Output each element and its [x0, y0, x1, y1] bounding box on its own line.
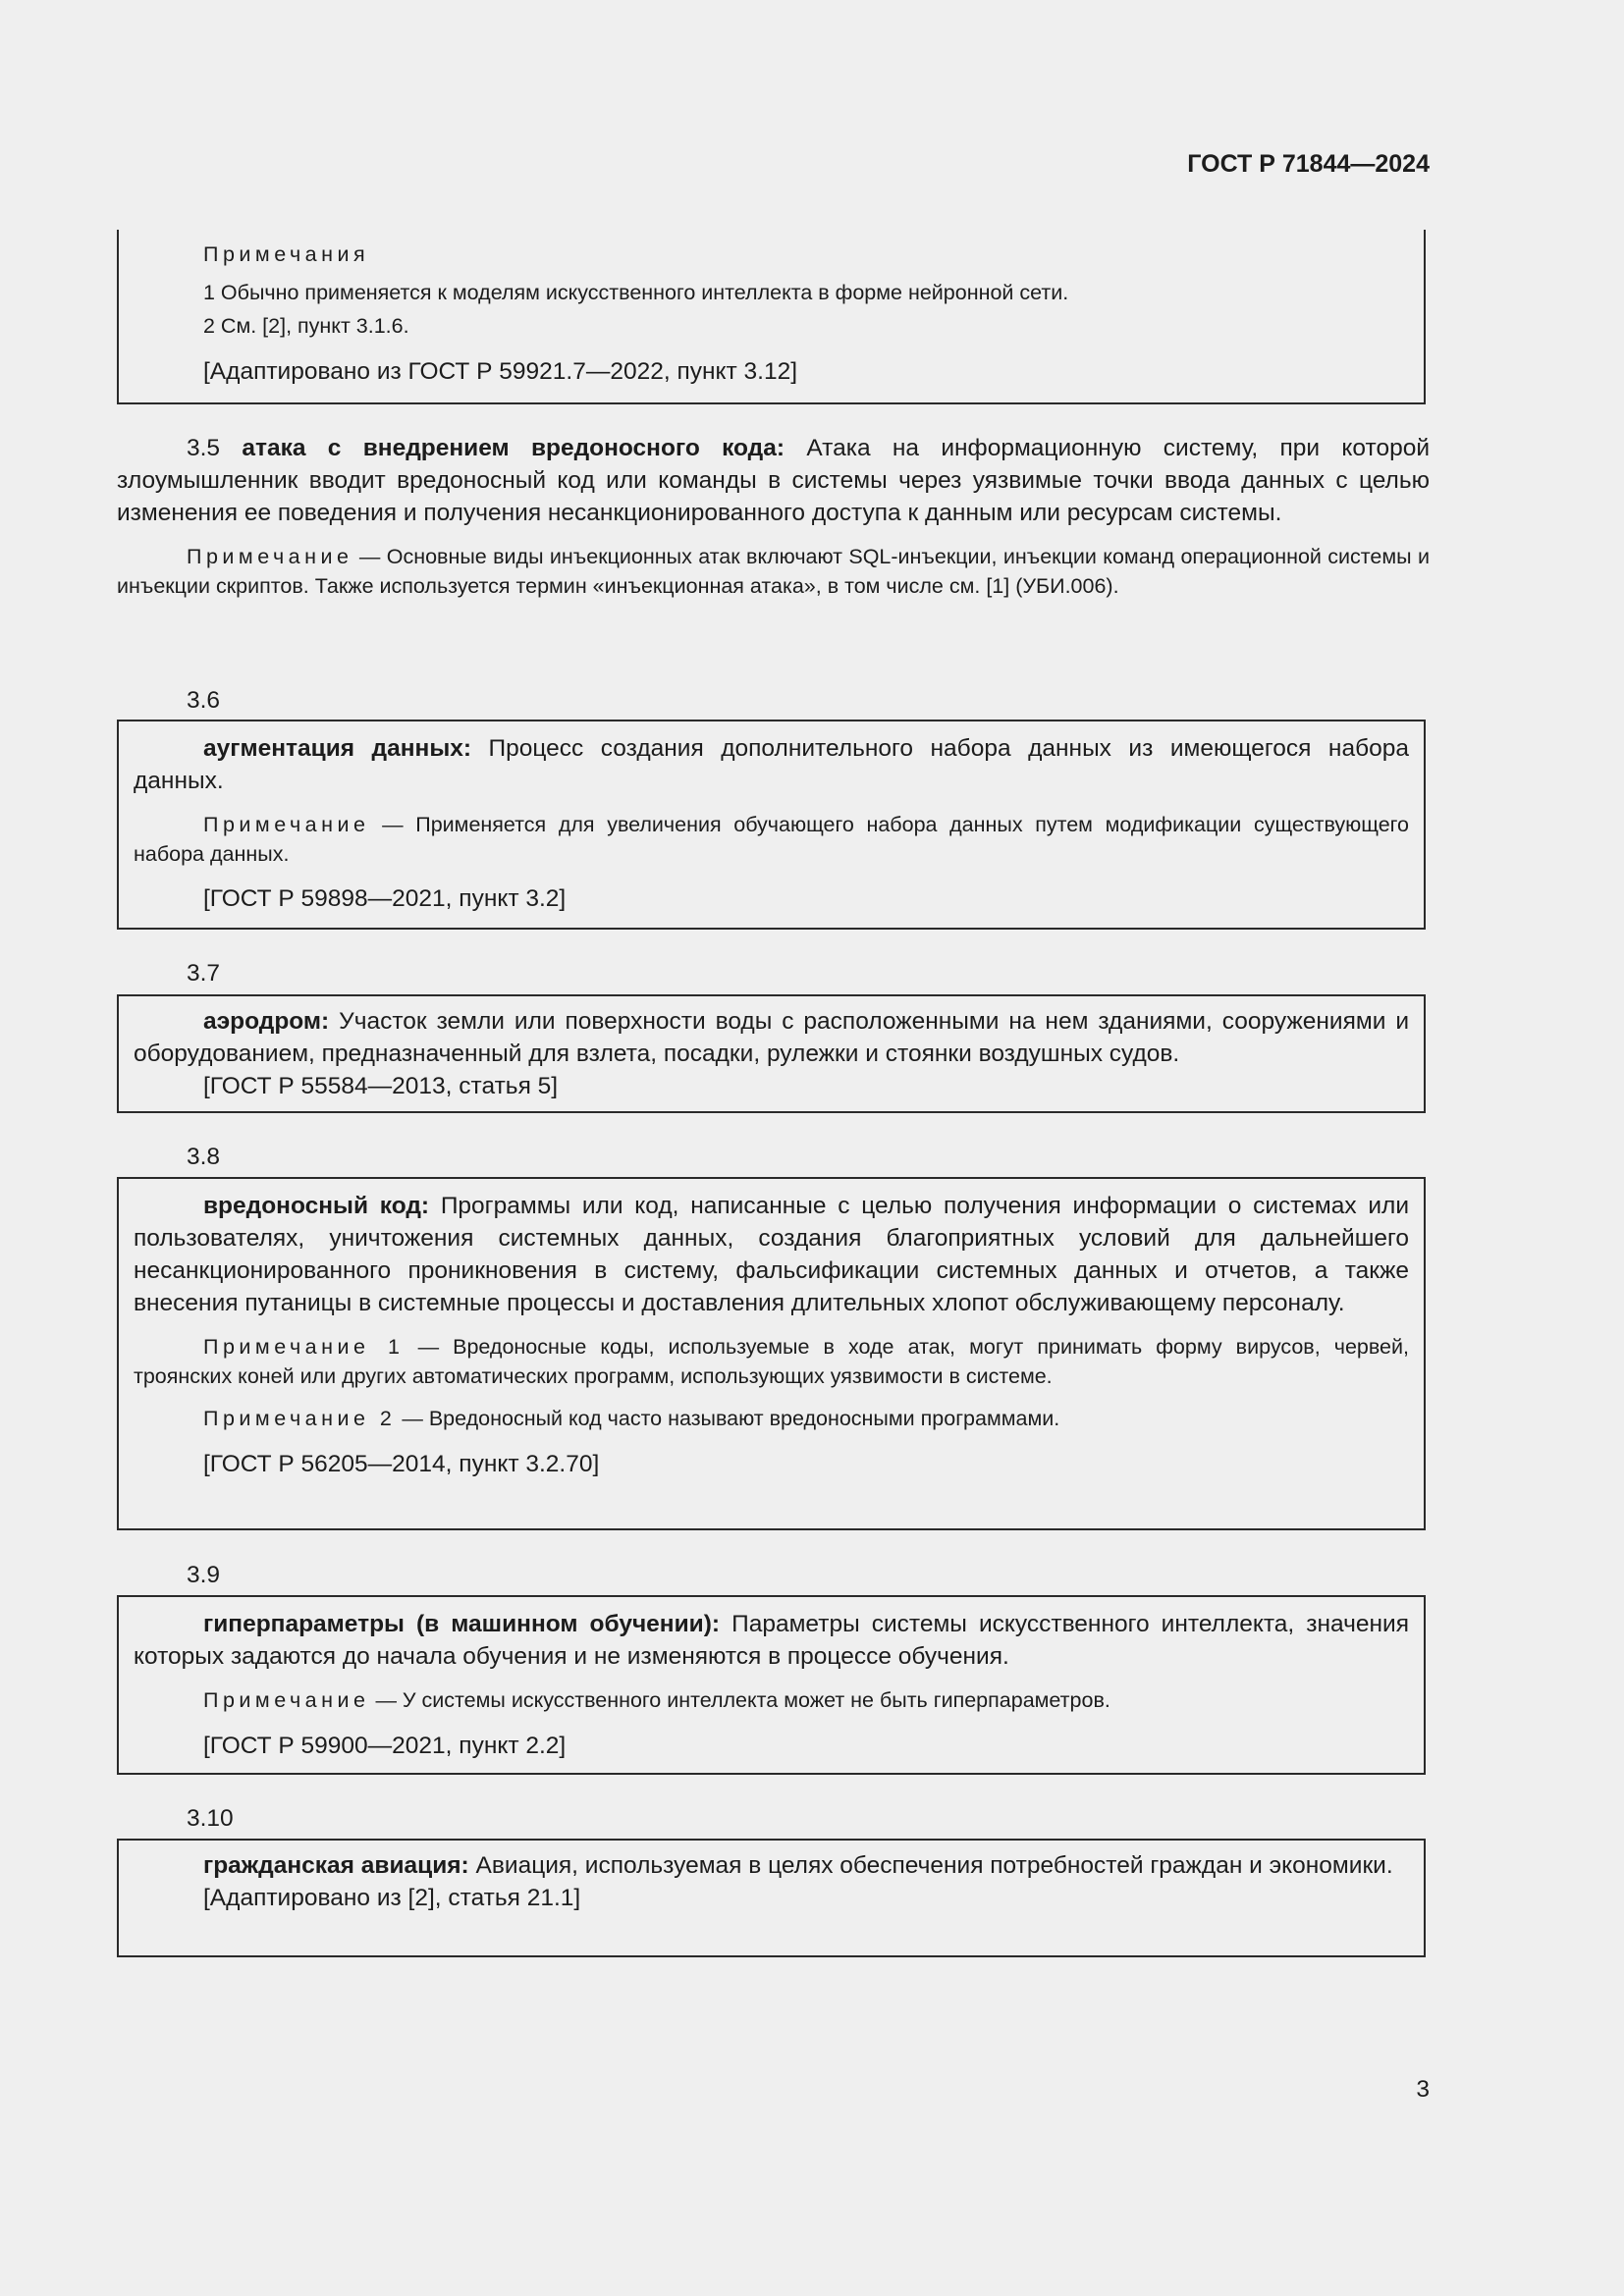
term-3-5-note	[117, 543, 1430, 601]
source-reference: [Адаптировано из [2], статья 21.1]	[203, 1885, 581, 1911]
note-label: Примечание 1	[203, 1335, 405, 1359]
term-number-3-8: 3.8	[187, 1144, 221, 1170]
document-page	[117, 0, 1430, 2296]
term-definition: Процесс создания дополнительного набора данных из имеющегося набора данных.	[134, 735, 1409, 794]
note-label: Примечание 2	[203, 1407, 397, 1430]
source-reference: [ГОСТ Р 59898—2021, пункт 3.2]	[203, 885, 567, 912]
term-number-3-6: 3.6	[187, 687, 221, 714]
note-text: — У системы искусственного интеллекта может не быть гиперпараметров.	[375, 1688, 1110, 1712]
note-text: — Основные виды инъекционных атак включают SQL-инъекции, инъекции команд операционной системы и инъекции скриптов. Также используется термин «инъекционная атака», в том числе см. [1] (УБИ.006).	[117, 545, 1430, 598]
note-text: — Вредоносный код часто называют вредоносными программами.	[402, 1407, 1060, 1430]
term-number-3-9: 3.9	[187, 1562, 221, 1588]
note-label: Примечание	[187, 545, 353, 568]
term-title: атака с внедрением вредоносного кода:	[242, 435, 785, 461]
term-definition: Атака на информационную систему, при которой злоумышленник вводит вредоносный код или команды в системы через уязвимые точки ввода данных с целью изменения ее поведения и получения несанкционированного доступа к данным или ресурсам системы.	[117, 435, 1431, 526]
term-title: гиперпараметры (в машинном обучении):	[203, 1611, 721, 1637]
note-text: — Вредоносные коды, используемые в ходе атак, могут принимать форму вирусов, червей, троянских коней или других автоматических программ, использующих уязвимости в системе.	[134, 1335, 1409, 1388]
term-definition: Параметры системы искусственного интеллекта, значения которых задаются до начала обучения и не изменяются в процессе обучения.	[134, 1611, 1409, 1670]
term-definition: Участок земли или поверхности воды с расположенными на нем зданиями, сооружениями и оборудованием, предназначенный для взлета, посадки, рулежки и стоянки воздушных судов.	[134, 1008, 1410, 1067]
source-reference: [ГОСТ Р 59900—2021, пункт 2.2]	[203, 1732, 567, 1759]
note-label: Примечание	[203, 813, 370, 836]
term-3-5	[117, 432, 1430, 601]
source-reference: [Адаптировано из ГОСТ Р 59921.7—2022, пункт 3.12]	[203, 357, 798, 385]
term-box-3-6	[117, 720, 1426, 930]
term-box-3-8	[117, 1177, 1426, 1530]
term-number-3-10: 3.10	[187, 1805, 234, 1832]
term-title: гражданская авиация:	[203, 1852, 469, 1879]
term-number: 3.5	[187, 435, 221, 461]
note-text: — Применяется для увеличения обучающего набора данных путем модификации существующего набора данных.	[134, 813, 1409, 866]
term-box-3-9	[117, 1595, 1426, 1775]
term-box-3-7	[117, 994, 1426, 1113]
term-3-7-paragraph	[134, 1005, 1409, 1070]
term-box-3-10	[117, 1839, 1426, 1957]
term-title: аугментация данных:	[203, 735, 472, 762]
document-header: ГОСТ Р 71844—2024	[1187, 150, 1430, 178]
term-3-8-note-1	[134, 1333, 1409, 1391]
term-3-5-paragraph	[117, 432, 1430, 529]
term-3-9-note	[134, 1686, 1409, 1716]
term-title: аэродром:	[203, 1008, 330, 1035]
source-reference: [ГОСТ Р 56205—2014, пункт 3.2.70]	[203, 1450, 600, 1477]
term-3-6-note	[134, 811, 1409, 869]
term-3-8-note-2	[134, 1405, 1409, 1434]
term-3-9-paragraph	[134, 1608, 1409, 1673]
term-number-3-7: 3.7	[187, 960, 221, 987]
term-3-8-paragraph	[134, 1190, 1409, 1319]
term-definition: Авиация, используемая в целях обеспечения потребностей граждан и экономики.	[475, 1852, 1393, 1879]
term-3-10-paragraph	[134, 1849, 1409, 1882]
page-number: 3	[1416, 2076, 1430, 2103]
term-title: вредоносный код:	[203, 1193, 430, 1219]
notes-title: Примечания	[203, 242, 370, 266]
note-item-1: 1 Обычно применяется к моделям искусственного интеллекта в форме нейронной сети.	[203, 280, 1069, 304]
term-definition: Программы или код, написанные с целью получения информации о системах или пользователях, уничтожения системных данных, создания благоприятных условий для дальнейшего несанкционированного проникновения в систему, фальсификации системных данных и отчетов, а также внесения путаницы в системные процессы и доставления длительных хлопот обслуживающему персоналу.	[134, 1193, 1409, 1316]
notes-box-continued	[117, 230, 1426, 404]
note-item-2: 2 См. [2], пункт 3.1.6.	[203, 314, 409, 338]
source-reference: [ГОСТ Р 55584—2013, статья 5]	[203, 1073, 559, 1099]
term-3-6-paragraph	[134, 732, 1409, 797]
note-label: Примечание	[203, 1688, 370, 1712]
